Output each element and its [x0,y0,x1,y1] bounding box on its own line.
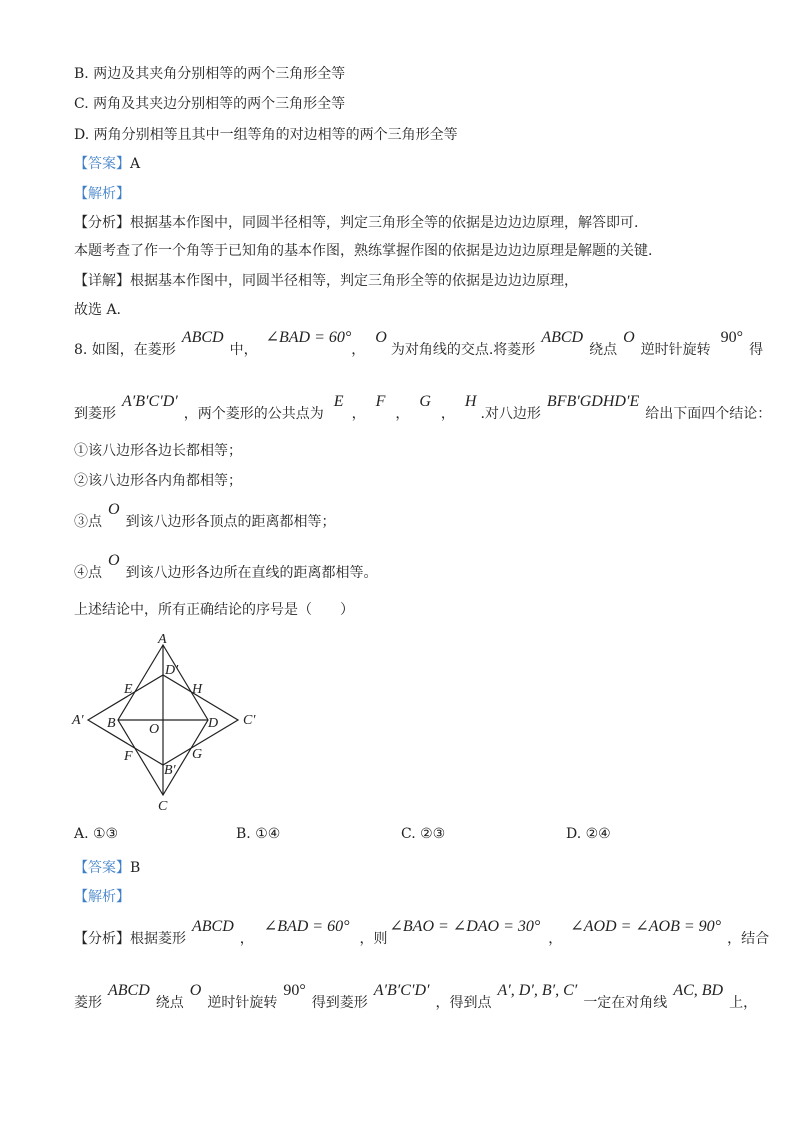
label-c: C [158,799,168,814]
label-b: B [107,716,116,731]
label-g: G [192,747,203,762]
label-ap: A′ [72,713,84,728]
label-a: A [158,632,167,647]
xiangjie-line [74,271,578,291]
xiangjie-tag: 【详解】 [74,273,130,289]
answer-line [74,154,140,174]
q8-conclusion-1: ①该八边形各边长都相等； [74,443,242,459]
answer2-line: 【答案】B [74,860,141,876]
fenxi-text: 根据基本作图中，同圆半径相等，判定三角形全等的依据是边边边原理，解答即可. [130,215,639,231]
q8-line1: 8. 如图，在菱形ABCD中，∠BAD = 60°，O为对角线的交点.将菱形ABCD绕点O逆时针旋转90°得 [74,329,764,358]
analysis2-tag: 【解析】 [74,889,130,905]
label-d: D [208,716,219,731]
fenxi2-line2: 菱形ABCD绕点O逆时针旋转90°得到菱形A′B′C′D′，得到点A′, D′, B′, C′一定在对角线AC, BD上， [74,982,758,1011]
q8-conclusion-4: ④点O到该八边形各边所在直线的距离都相等。 [74,552,378,581]
answer-value: A [130,156,141,172]
q8-question: 上述结论中，所有正确结论的序号是（ ） [74,602,354,618]
option-a[interactable]: A. ①③ [74,826,119,842]
choose-line: 故选 A. [74,302,122,318]
label-f: F [124,749,133,764]
analysis-tag: 【解析】 [74,186,130,202]
label-e: E [124,682,133,697]
option-c[interactable]: C. ②③ [401,826,446,842]
q8-line2: 到菱形A′B′C′D′，两个菱形的公共点为E，F，G，H.对八边形BFB′GDHD′E给出下面四个结论： [74,393,772,422]
q8-abcd: ABCD [181,329,224,346]
xiangjie-text: 根据基本作图中，同圆半径相等，判定三角形全等的依据是边边边原理， [130,273,578,289]
q8-conclusion-2: ②该八边形各内角都相等； [74,473,242,489]
option-c-line: C. 两角及其夹边分别相等的两个三角形全等 [74,96,346,112]
answer-tag: 【答案】 [74,156,130,172]
exam-line: 本题考查了作一个角等于已知角的基本作图，熟练掌握作图的依据是边边边原理是解题的关键. [74,243,653,259]
q8-conclusion-3: ③点O到该八边形各顶点的距离都相等； [74,501,336,530]
option-b-line: B. 两边及其夹角分别相等的两个三角形全等 [74,66,346,82]
label-o: O [149,722,160,737]
fenxi-tag: 【分析】 [74,215,130,231]
option-b[interactable]: B. ①④ [236,826,281,842]
option-d-line: D. 两角分别相等且其中一组等角的对边相等的两个三角形全等 [74,127,458,143]
label-h: H [192,682,203,697]
fenxi-line [74,213,638,233]
option-d[interactable]: D. ②④ [566,826,611,842]
rhombus-figure [64,630,294,820]
label-dp: D′ [165,663,179,678]
fenxi2-line1: 【分析】根据菱形ABCD，∠BAD = 60°，则∠BAO = ∠DAO = 30°，∠AOD = ∠AOB = 90°，结合 [74,918,770,947]
label-bp: B′ [164,763,176,778]
q8-angle: ∠BAD = 60° [265,329,352,346]
label-cp: C′ [243,713,256,728]
